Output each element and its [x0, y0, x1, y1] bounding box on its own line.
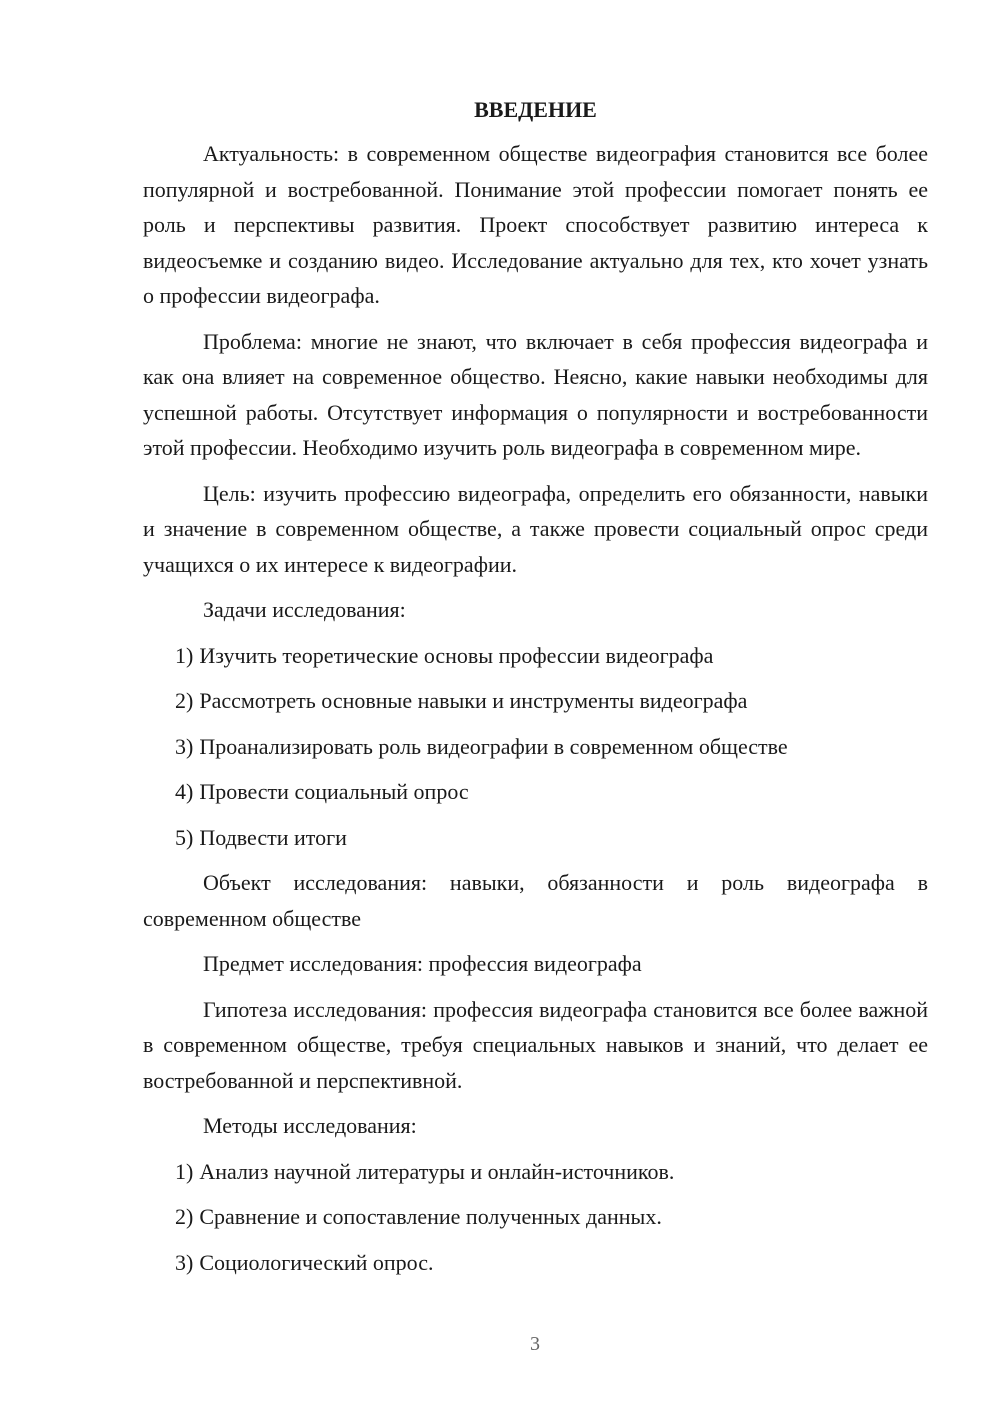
document-page: [143, 92, 928, 1280]
methods-list: [143, 1154, 928, 1281]
list-item: [143, 820, 928, 856]
page-title: ВВЕДЕНИЕ: [474, 97, 597, 122]
list-item-text: Сравнение и сопоставление полученных данных.: [199, 1204, 662, 1229]
list-item-text: Социологический опрос.: [199, 1249, 434, 1275]
list-item-number: 2): [175, 688, 194, 713]
page-number: 3: [530, 1333, 540, 1355]
relevance-paragraph: Актуальность: в современном обществе видеография становится все более популярной и востребованной. Понимание этой профессии помогает понять ее роль и перспективы развития. Проект способствует развитию интереса к видеосъемке и созданию видео. Исследование актуально для тех, кто хочет узнать о профессии видеографа.: [143, 141, 928, 308]
hypothesis-paragraph: Гипотеза исследования: профессия видеографа становится все более важной в современном обществе, требуя специальных навыков и знаний, что делает ее востребованной и перспективной.: [143, 996, 928, 1093]
list-item-number: 5): [175, 824, 194, 850]
list-item: [143, 1199, 928, 1235]
list-item: [143, 638, 928, 674]
list-item: [143, 1154, 928, 1190]
list-item-text: Анализ научной литературы и онлайн-источников.: [199, 1158, 675, 1184]
object-paragraph: Объект исследования: навыки, обязанности и роль видеографа в современном обществе: [143, 870, 928, 931]
list-item-number: 1): [175, 1158, 194, 1184]
list-item-number: 3): [175, 733, 194, 759]
tasks-label: Задачи исследования:: [203, 597, 406, 622]
list-item: [143, 729, 928, 765]
methods-label: Методы исследования:: [203, 1113, 417, 1138]
goal-paragraph: Цель: изучить профессию видеографа, определить его обязанности, навыки и значение в современном обществе, а также провести социальный опрос среди учащихся о их интересе к видеографии.: [143, 480, 928, 577]
list-item-text: Рассмотреть основные навыки и инструменты видеографа: [199, 688, 748, 713]
list-item-text: Проанализировать роль видеографии в современном обществе: [199, 733, 788, 759]
problem-paragraph: Проблема: многие не знают, что включает в себя профессия видеографа и как она влияет на современное общество. Неясно, какие навыки необходимы для успешной работы. Отсутствует информация о популярности и востребованности этой профессии. Необходимо изучить роль видеографа в современном мире.: [143, 328, 928, 460]
list-item-text: Подвести итоги: [199, 824, 347, 850]
list-item: [143, 774, 928, 810]
list-item-number: 4): [175, 779, 194, 804]
title-spacer: [143, 128, 928, 136]
tasks-list: [143, 638, 928, 856]
list-item-number: 2): [175, 1204, 194, 1229]
list-item-text: Провести социальный опрос: [199, 779, 469, 804]
list-item-number: 3): [175, 1249, 194, 1275]
subject-paragraph: Предмет исследования: профессия видеографа: [203, 951, 642, 976]
list-item-number: 1): [175, 642, 194, 668]
list-item: [143, 1245, 928, 1281]
list-item: [143, 683, 928, 719]
list-item-text: Изучить теоретические основы профессии видеографа: [199, 642, 714, 668]
